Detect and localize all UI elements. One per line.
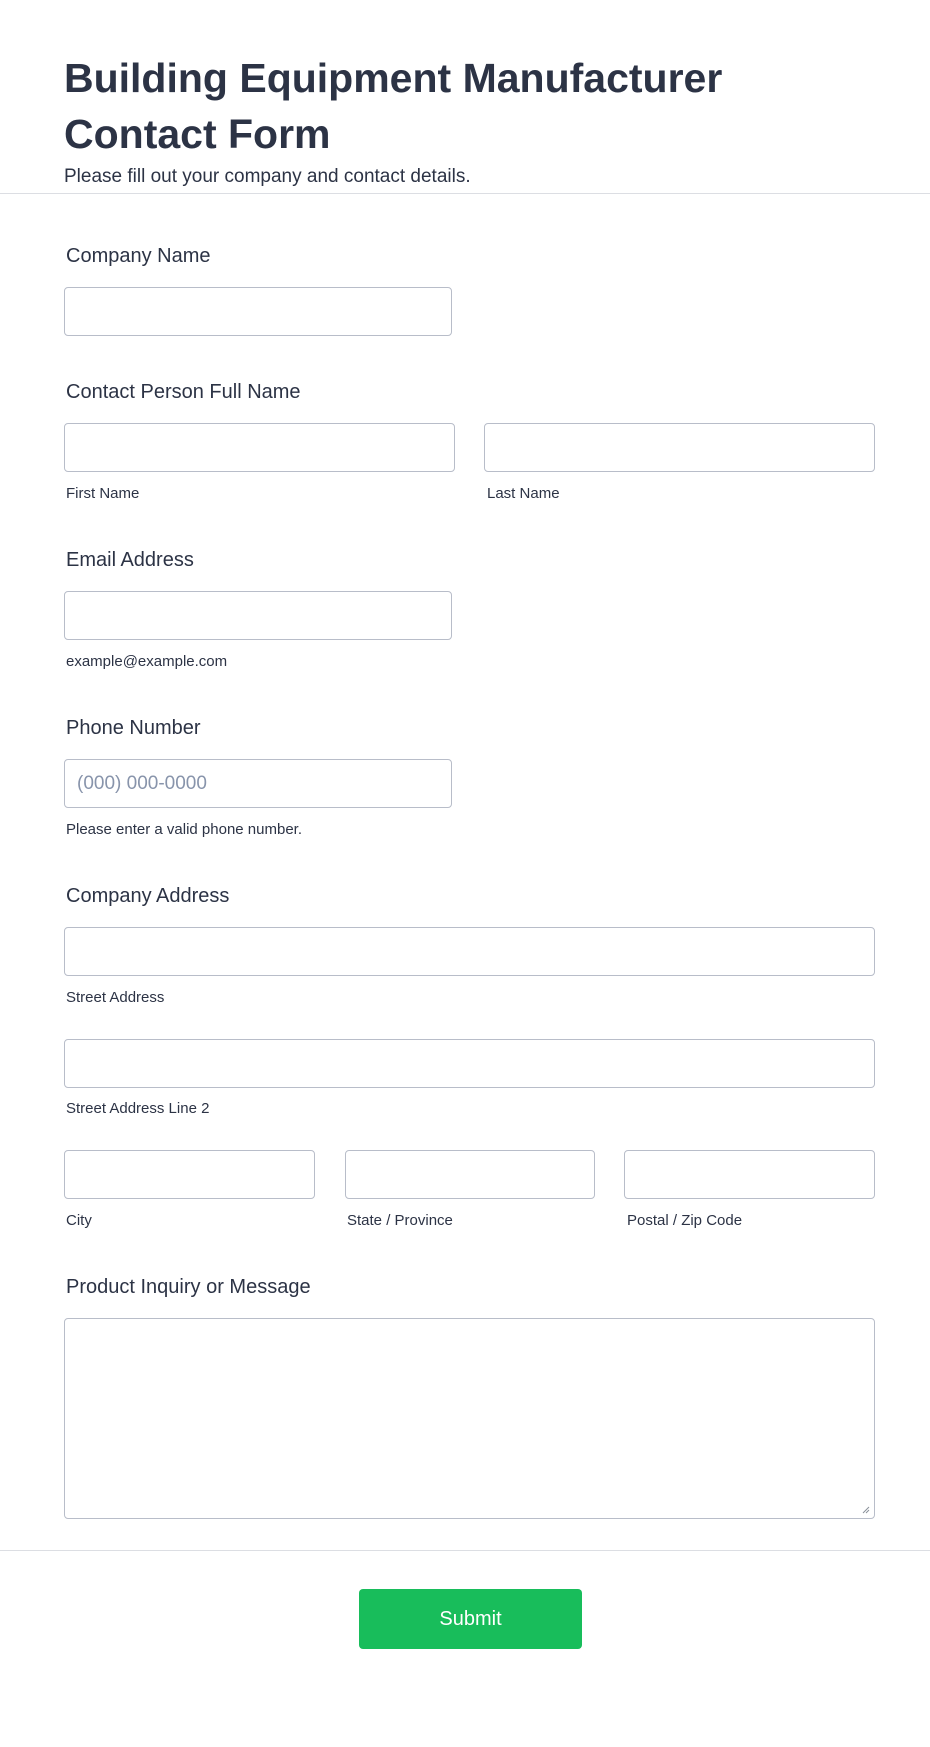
street-address-line2-input[interactable]	[64, 1039, 875, 1088]
street-address-line2-sublabel: Street Address Line 2	[66, 1100, 210, 1117]
resize-handle-icon[interactable]	[862, 1506, 870, 1514]
page-title: Building Equipment Manufacturer Contact Form	[64, 55, 723, 157]
state-input[interactable]	[345, 1150, 595, 1199]
first-name-input[interactable]	[64, 423, 455, 472]
state-sublabel: State / Province	[347, 1212, 453, 1229]
phone-label: Phone Number	[66, 717, 201, 739]
city-input[interactable]	[64, 1150, 315, 1199]
form-header	[0, 0, 930, 194]
contact-form	[0, 194, 930, 1551]
phone-input[interactable]	[64, 759, 452, 808]
form-footer	[0, 1551, 930, 1747]
company-name-input[interactable]	[64, 287, 452, 336]
zip-input[interactable]	[624, 1150, 875, 1199]
email-sublabel: example@example.com	[66, 653, 228, 670]
last-name-input[interactable]	[484, 423, 875, 472]
last-name-sublabel: Last Name	[487, 485, 560, 502]
first-name-sublabel: First Name	[66, 485, 140, 502]
message-textarea[interactable]	[64, 1318, 875, 1519]
phone-sublabel: Please enter a valid phone number.	[66, 821, 302, 838]
email-input[interactable]	[64, 591, 452, 640]
contact-name-label: Contact Person Full Name	[66, 381, 301, 403]
street-address-sublabel: Street Address	[66, 989, 165, 1006]
page-subtitle: Please fill out your company and contact details.	[64, 166, 471, 187]
zip-sublabel: Postal / Zip Code	[627, 1212, 743, 1229]
email-label: Email Address	[66, 549, 194, 571]
address-label: Company Address	[66, 885, 230, 907]
message-label: Product Inquiry or Message	[66, 1276, 311, 1298]
city-sublabel: City	[66, 1212, 92, 1229]
company-name-label: Company Name	[66, 245, 211, 267]
street-address-input[interactable]	[64, 927, 875, 976]
submit-button[interactable]: Submit	[359, 1589, 582, 1649]
